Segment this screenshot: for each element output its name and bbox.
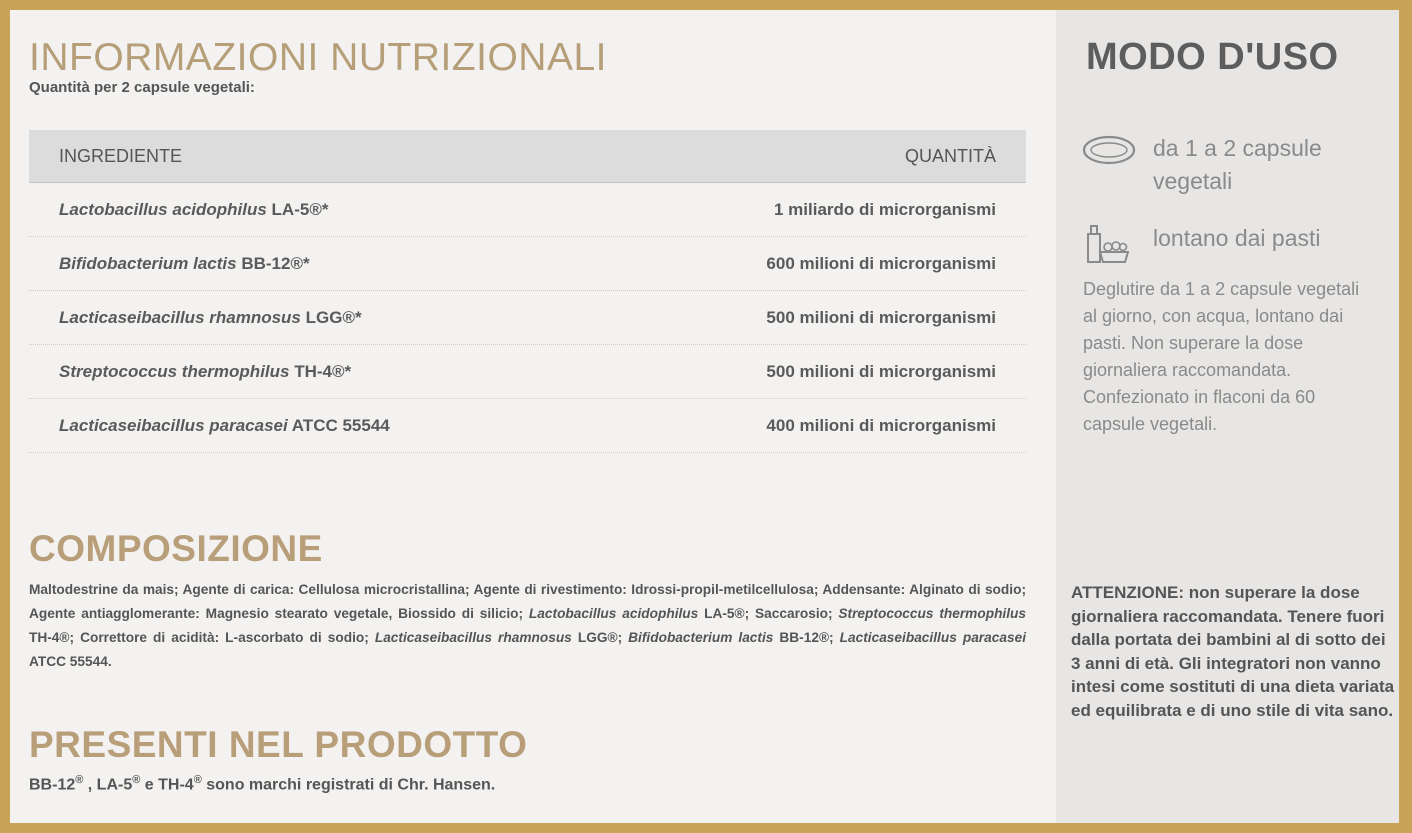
trademark-part: e TH-4: [140, 776, 194, 794]
trademark-part: , LA-5: [83, 776, 133, 794]
composition-title: COMPOSIZIONE: [29, 528, 323, 569]
table-row: [29, 291, 1026, 345]
strain-code: ATCC 55544: [287, 415, 390, 435]
nutrition-title: INFORMAZIONI NUTRIZIONALI: [29, 36, 607, 79]
species-name: Streptococcus thermophilus: [838, 606, 1027, 621]
species-name: Lactobacillus acidophilus: [528, 606, 699, 621]
table-row: [29, 345, 1026, 399]
registered-mark: ®: [132, 774, 141, 786]
trademarks-text: [29, 774, 495, 794]
species-name: Bifidobacterium lactis: [59, 253, 237, 273]
species-name: Bifidobacterium lactis: [628, 630, 774, 645]
ingredient-quantity: 500 milioni di microrganismi: [766, 307, 996, 327]
nutrition-table: [29, 130, 1026, 453]
warning-label: ATTENZIONE:: [1071, 583, 1185, 602]
usage-title: MODO D'USO: [1086, 36, 1339, 78]
main-column: [10, 10, 1056, 823]
table-row: [29, 183, 1026, 237]
ingredient-name: [59, 200, 328, 220]
dose-item: [1082, 132, 1353, 198]
composition-part: TH-4®; Correttore di acidità: L-ascorbato di sodio;: [29, 630, 375, 645]
species-name: Lacticaseibacillus rhamnosus: [374, 630, 572, 645]
trademarks-title: PRESENTI NEL PRODOTTO: [29, 724, 528, 765]
composition-part: BB-12®;: [773, 630, 840, 645]
strain-code: BB-12®*: [236, 253, 310, 273]
meal-text: lontano dai pasti: [1153, 225, 1321, 251]
composition-part: LA-5®; Saccarosio;: [698, 606, 839, 621]
species-name: Lacticaseibacillus paracasei: [839, 630, 1026, 645]
header-ingredient: INGREDIENTE: [59, 145, 183, 166]
table-row: [29, 237, 1026, 291]
warning-text: [1071, 581, 1396, 722]
dose-text: da 1 a 2 capsule vegetali: [1153, 135, 1322, 194]
table-row: [29, 399, 1026, 453]
ingredient-name: [59, 416, 390, 436]
species-name: Lacticaseibacillus paracasei: [59, 415, 288, 435]
table-header: [29, 130, 1026, 183]
ingredient-name: [59, 362, 351, 382]
composition-part: Maltodestrine da mais; Agente di carica: Cellulosa microcristallina; Agente di rivestimento: Idrossi-propil-metilcellulosa; Addensante: Alginato di sodio; Agente antiagglomerante: Magnesio stearato vegetale, Biossido di silicio;: [29, 582, 1026, 621]
strain-code: TH-4®*: [289, 361, 352, 381]
species-name: Lactobacillus acidophilus: [59, 199, 267, 219]
ingredient-quantity: 600 milioni di microrganismi: [766, 253, 996, 273]
ingredient-quantity: 500 milioni di microrganismi: [766, 361, 996, 381]
trademark-part: sono marchi registrati di Chr. Hansen.: [201, 776, 496, 794]
composition-part: LGG®;: [571, 630, 629, 645]
usage-sidebar: [1056, 10, 1399, 823]
species-name: Lacticaseibacillus rhamnosus: [59, 307, 301, 327]
usage-description: Deglutire da 1 a 2 capsule vegetali al giorno, con acqua, lontano dai pasti. Non superare la dose giornaliera raccomandata. Confezionato in flaconi da 60 capsule vegetali.: [1083, 279, 1360, 434]
ingredient-name: [59, 308, 362, 328]
nutrition-subtitle: Quantità per 2 capsule vegetali:: [29, 79, 255, 96]
meal-item: [1082, 222, 1353, 266]
ingredient-quantity: 1 miliardo di microrganismi: [773, 199, 996, 219]
composition-part: ATCC 55544.: [29, 654, 112, 669]
species-name: Streptococcus thermophilus: [59, 361, 290, 381]
ingredient-quantity: 400 milioni di microrganismi: [766, 415, 996, 435]
composition-text: [29, 578, 1026, 674]
trademark-part: BB-12: [29, 776, 76, 794]
strain-code: LGG®*: [300, 307, 362, 327]
strain-code: LA-5®*: [266, 199, 329, 219]
header-quantity: QUANTITÀ: [904, 145, 996, 166]
registered-mark: ®: [193, 774, 202, 786]
registered-mark: ®: [75, 774, 84, 786]
ingredient-name: [59, 254, 310, 274]
meal-icon: [1082, 222, 1138, 266]
product-info-panel: [10, 10, 1399, 823]
capsule-icon: [1082, 132, 1138, 176]
warning-body: non superare la dose giornaliera raccomandata. Tenere fuori dalla portata dei bambini al di sotto dei 3 anni di età. Gli integratori non vanno intesi come sostituti di una dieta variata ed equilibrata e di uno stile di vita sano.: [1071, 583, 1395, 720]
